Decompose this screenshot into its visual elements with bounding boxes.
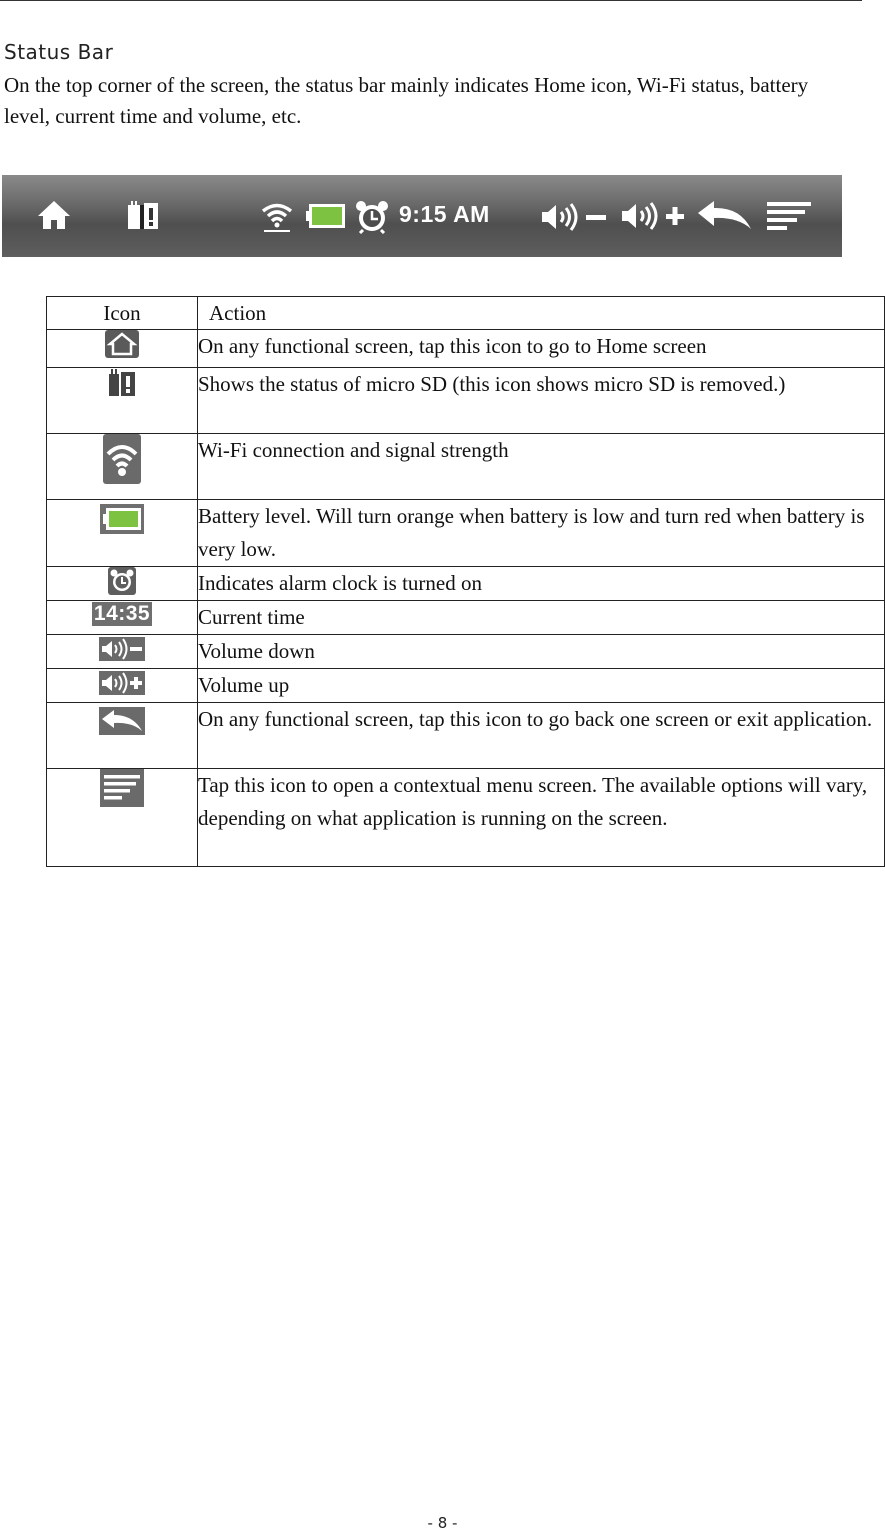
menu-icon — [100, 769, 144, 807]
table-cell-action: On any functional screen, tap this icon to go back one screen or exit application. — [198, 703, 885, 769]
micro-sd-icon[interactable] — [126, 199, 160, 231]
table-row — [47, 635, 885, 669]
back-icon — [99, 707, 145, 735]
table-cell-action: Current time — [198, 601, 885, 635]
table-cell-action: Tap this icon to open a contextual menu screen. The available options will vary, depending on what application is running on the screen. — [198, 769, 885, 867]
volume-up-icon — [99, 671, 145, 695]
wifi-icon[interactable] — [260, 199, 294, 233]
intro-paragraph: On the top corner of the screen, the status bar mainly indicates Home icon, Wi-Fi status, battery level, current time and volume, etc. — [4, 73, 809, 128]
battery-icon[interactable] — [306, 203, 346, 229]
table-row — [47, 434, 885, 500]
alarm-icon[interactable] — [355, 200, 389, 234]
volume-up-icon[interactable] — [620, 199, 686, 231]
table-row — [47, 601, 885, 635]
volume-down-icon — [99, 637, 145, 661]
alarm-icon — [108, 567, 136, 595]
table-row — [47, 769, 885, 867]
battery-icon — [100, 504, 144, 534]
table-row — [47, 330, 885, 368]
table-cell-action: Shows the status of micro SD (this icon shows micro SD is removed.) — [198, 368, 885, 434]
home-icon — [105, 330, 139, 358]
table-cell-action: Battery level. Will turn orange when battery is low and turn red when battery is very low. — [198, 500, 885, 567]
table-cell-action: Volume down — [198, 635, 885, 669]
table-row — [47, 567, 885, 601]
time-display-icon: 14:35 — [93, 602, 151, 625]
wifi-icon — [103, 434, 141, 484]
table-row — [47, 500, 885, 567]
micro-sd-icon — [108, 368, 136, 398]
status-bar-screenshot — [2, 175, 842, 257]
top-rule — [0, 0, 862, 1]
menu-icon[interactable] — [766, 201, 812, 231]
volume-down-icon[interactable] — [540, 202, 608, 232]
table-cell-action: Indicates alarm clock is turned on — [198, 567, 885, 601]
page-number: - 8 - — [427, 1514, 458, 1532]
status-bar-time: 9:15 AM — [399, 201, 490, 227]
table-row — [47, 368, 885, 434]
header-action: Action — [198, 297, 885, 330]
table-cell-action: On any functional screen, tap this icon to go to Home screen — [198, 330, 885, 368]
back-icon[interactable] — [696, 199, 754, 233]
header-icon: Icon — [47, 297, 198, 330]
section-title: Status Bar — [4, 40, 114, 64]
table-cell-action: Wi-Fi connection and signal strength — [198, 434, 885, 500]
table-cell-action: Volume up — [198, 669, 885, 703]
icon-action-table — [46, 296, 885, 867]
home-icon[interactable] — [36, 199, 72, 231]
table-header-row — [47, 297, 885, 330]
table-row — [47, 669, 885, 703]
table-row — [47, 703, 885, 769]
